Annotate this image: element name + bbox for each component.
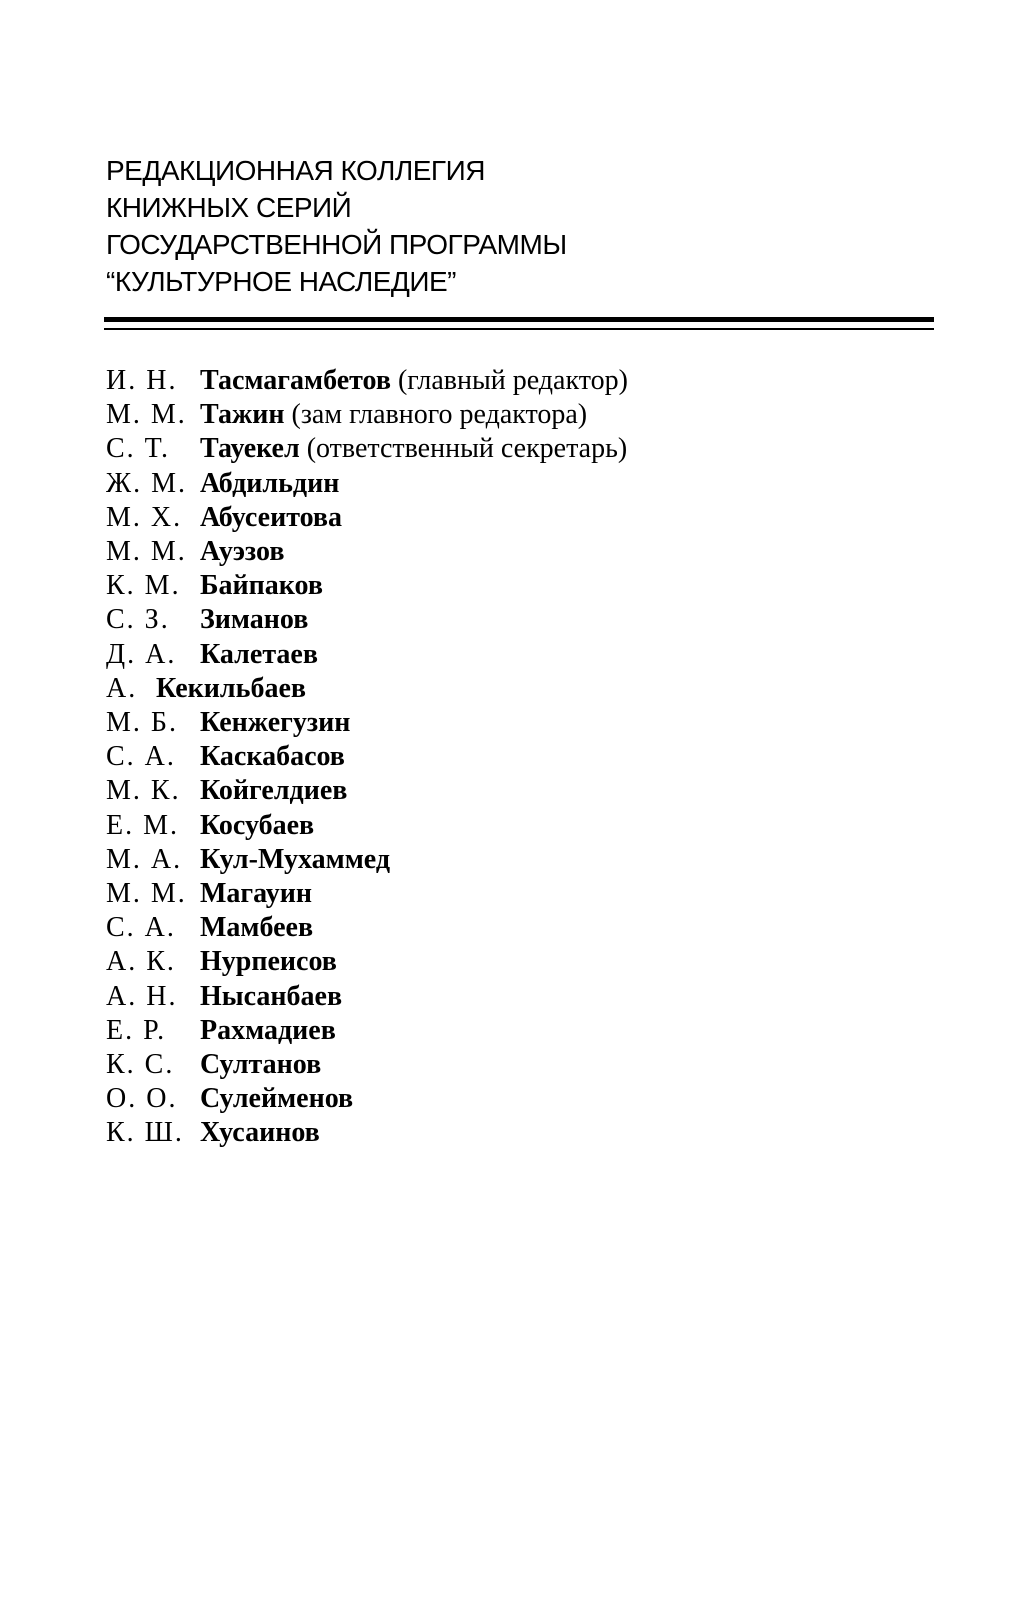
member-initials: С. Т. <box>106 433 170 465</box>
member-initials: Е. М. <box>106 809 179 841</box>
member-initials: М. К. <box>106 775 181 807</box>
board-member <box>106 398 628 432</box>
member-surname: Каскабасов <box>200 741 345 773</box>
member-initials: К. С. <box>106 1049 175 1081</box>
member-surname: Сулейменов <box>200 1083 354 1115</box>
member-initials: С. З. <box>106 604 170 636</box>
member-initials: К. М. <box>106 570 181 602</box>
board-member <box>106 638 628 672</box>
member-surname: Рахмадиев <box>200 1014 336 1046</box>
member-surname: Тауекел <box>200 433 300 465</box>
member-initials: К. Ш. <box>106 1117 184 1149</box>
heading-line: РЕДАКЦИОННАЯ КОЛЛЕГИЯ <box>106 155 485 186</box>
member-initials: Ж. М. <box>106 467 187 499</box>
member-initials: М. М. <box>106 536 187 568</box>
member-initials: М. Х. <box>106 501 183 533</box>
member-initials: Е. Р. <box>106 1014 167 1046</box>
member-role: (зам главного редактора) <box>291 399 588 431</box>
member-initials: С. А. <box>106 912 176 944</box>
member-initials: И. Н. <box>106 365 178 396</box>
divider-thick <box>104 317 934 322</box>
member-surname: Зиманов <box>200 604 309 636</box>
member-surname: Ауэзов <box>200 536 285 568</box>
board-member <box>106 569 628 603</box>
board-member <box>106 740 628 774</box>
board-member <box>106 603 628 637</box>
member-surname: Султанов <box>200 1049 322 1081</box>
board-member <box>106 1014 628 1048</box>
member-surname: Койгелдиев <box>200 775 348 807</box>
board-member <box>106 501 628 535</box>
board-member <box>106 1082 628 1116</box>
member-initials: А. Н. <box>106 980 178 1012</box>
editorial-board-heading <box>106 152 567 300</box>
board-member <box>106 467 628 501</box>
board-member <box>106 980 628 1014</box>
member-surname: Хусаинов <box>200 1117 320 1149</box>
member-initials: М. М. <box>106 399 187 431</box>
board-member <box>106 843 628 877</box>
board-member <box>106 535 628 569</box>
member-surname: Косубаев <box>200 809 315 841</box>
board-member <box>106 1116 628 1150</box>
member-surname: Нурпеисов <box>200 946 337 978</box>
board-member <box>106 672 628 706</box>
heading-line: КНИЖНЫХ СЕРИЙ <box>106 192 352 223</box>
member-surname: Кенжегузин <box>200 707 351 739</box>
member-initials: М. А. <box>106 843 183 875</box>
member-initials: М. М. <box>106 878 187 910</box>
board-member <box>106 1048 628 1082</box>
member-surname: Нысанбаев <box>200 980 343 1012</box>
board-member <box>106 432 628 466</box>
board-member <box>106 877 628 911</box>
member-surname: Кул-Мухаммед <box>200 843 390 875</box>
member-initials: С. А. <box>106 741 176 773</box>
member-surname: Калетаев <box>200 638 318 670</box>
board-member <box>106 809 628 843</box>
board-member-list <box>106 364 628 1151</box>
member-role: (ответственный секретарь) <box>306 433 628 465</box>
member-surname: Абдильдин <box>200 467 340 499</box>
member-surname: Абусеитова <box>200 501 343 533</box>
member-surname: Магауин <box>200 878 312 910</box>
heading-line: “КУЛЬТУРНОЕ НАСЛЕДИЕ” <box>106 266 456 297</box>
board-member <box>106 364 628 398</box>
member-surname: Мамбеев <box>200 912 314 944</box>
member-surname: Кекильбаев <box>156 672 306 704</box>
divider-thin <box>104 328 934 330</box>
member-initials: А. К. <box>106 946 176 978</box>
board-member <box>106 945 628 979</box>
member-surname: Тажин <box>200 399 285 431</box>
member-surname: Байпаков <box>200 570 323 602</box>
board-member <box>106 706 628 740</box>
member-surname: Тасмагамбетов <box>200 365 391 396</box>
member-initials: А. <box>106 672 138 704</box>
member-initials: Д. А. <box>106 638 177 670</box>
member-initials: М. Б. <box>106 707 178 739</box>
board-member <box>106 774 628 808</box>
member-role: (главный редактор) <box>397 365 628 396</box>
heading-line: ГОСУДАРСТВЕННОЙ ПРОГРАММЫ <box>106 229 567 260</box>
board-member <box>106 911 628 945</box>
member-initials: О. О. <box>106 1083 178 1115</box>
